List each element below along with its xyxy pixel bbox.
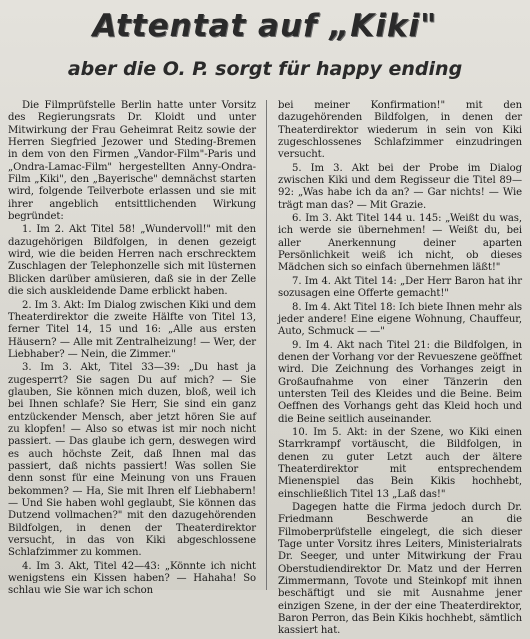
paragraph: bei meiner Konfirmation!" mit den dazugehörenden Bildfolgen, in denen der Theaterdirektor wiederum in sein von Kiki zugeschlossenes Schlafzimmer einzudringen versucht. [278,100,522,161]
paragraph: 9. Im 4. Akt nach Titel 21: die Bildfolgen, in denen der Vorhang vor der Revueszene geöffnet wird. Die Zeichnung des Vorhanges zeigt in Großaufnahme von einer Tänzerin den untersten Teil des Kleides und die Beine. Beim Oeffnen des Vorhangs geht das Kleid hoch und die Beine seitlich auseinander. [278,339,522,425]
headline: Attentat auf „Kiki" [92,8,438,44]
paragraph: 2. Im 3. Akt: Im Dialog zwischen Kiki und dem Theaterdirektor die zweite Hälfte von Titel 13, ferner Titel 14, 15 und 16: „Alle aus ersten Häusern? — Alle mit Zentralheizung! — Wer, der Liebhaber? — Nein, die Zimmer." [8,299,256,360]
paragraph: 7. Im 4. Akt Titel 14: „Der Herr Baron hat ihr sozusagen eine Offerte gemacht!" [278,275,522,300]
paragraph: 10. Im 5. Akt: in der Szene, wo Kiki einen Starrkrampf vortäuscht, die Bildfolgen, in denen zu guter Letzt auch der ältere Theaterdirektor mit entsprechendem Mienenspiel das Bein Kikis hochhebt, einschließlich Titel 13 „Laß das!" [278,426,522,500]
paragraph: 1. Im 2. Akt Titel 58! „Wundervoll!" mit den dazugehörigen Bildfolgen, in denen gezeigt wird, wie die beiden Herren nach erschrecktem Zuschlagen der Telephonzelle sich mit lüsternen Blicken darüber amüsieren, daß sie in der Zelle die sich auskleidende Dame erblickt haben. [8,224,256,298]
left-column [8,100,256,599]
paragraph: 4. Im 3. Akt, Titel 42—43: „Könnte ich nicht wenigstens ein Kissen haben? — Hahaha! So schlau wie Sie war ich schon [8,560,256,597]
paragraph: 8. Im 4. Akt Titel 18: Ich biete Ihnen mehr als jeder andere! Eine eigene Wohnung, Chauffeur, Auto, Schmuck — —" [278,301,522,338]
paragraph: 6. Im 3. Akt Titel 144 u. 145: „Weißt du was, ich werde sie übernehmen! — Weißt du, bei aller Anerkennung deiner aparten Persönlichkeit weiß ich nicht, ob dieses Mädchen sich so einfach übernehmen läßt!" [278,213,522,274]
right-column [278,100,522,639]
paragraph: 5. Im 3. Akt bei der Probe im Dialog zwischen Kiki und dem Regisseur die Titel 89—92: „Was habe ich da an? — Gar nichts! — Wie trägt man das? — Mit Grazie. [278,162,522,211]
column-divider [266,100,267,590]
subheadline: aber die O. P. sorgt für happy ending [67,58,463,80]
paragraph: Dagegen hatte die Firma jedoch durch Dr. Friedmann Beschwerde an die Filmoberprüfstelle eingelegt, die sich dieser Tage unter Vorsitz ihres Leiters, Ministerialrats Dr. Seeger, und unter Mitwirkung der Frau Oberstudiendirektor Dr. Matz und der Herren Zimmermann, Tovote und Steinkopf mit ihnen beschäftigt und sie mit Ausnahme jener einzigen Szene, in der der eine Theaterdirektor, Baron Perron, das Bein Kikis hochhebt, sämtlich kassiert hat. [278,502,522,637]
paragraph: Die Filmprüfstelle Berlin hatte unter Vorsitz des Regierungsrats Dr. Kloidt und unter Mitwirkung der Frau Geheimrat Reitz sowie der Herren Siegfried Jezower und Steding-Bremen in dem von den Firmen „Vandor-Film"-Paris und „Ondra-Lamac-Film" hergestellten Anny-Ondra-Film „Kiki", den „Bayerische" demnächst starten wird, folgende Teilverbote erlassen und sie mit ihrer angeblich entsittlichenden Wirkung begründet: [8,100,256,223]
paragraph: 3. Im 3. Akt, Titel 33—39: „Du hast ja zugesperrt? Sie sagen Du auf mich? — Sie glauben, Sie können mich duzen, bloß, weil ich bei Ihnen schlafe? Sie Herr, Sie sind ein ganz entzückender Mensch, aber jetzt hören Sie auf zu klopfen! — Also so etwas ist mir noch nicht passiert. — Das glaube ich gern, deswegen wird es auch höchste Zeit, daß Ihnen mal das passiert, daß nichts passiert! Was sollen Sie denn sonst für eine Meinung von uns Frauen bekommen? — Ha, Sie mit Ihren elf Liebhabern! — Und Sie haben wohl geglaubt, Sie können das Dutzend vollmachen?" mit den dazugehörenden Bildfolgen, in denen der Theaterdirektor versucht, in das von Kiki abgeschlossene Schlafzimmer zu kommen. [8,362,256,559]
